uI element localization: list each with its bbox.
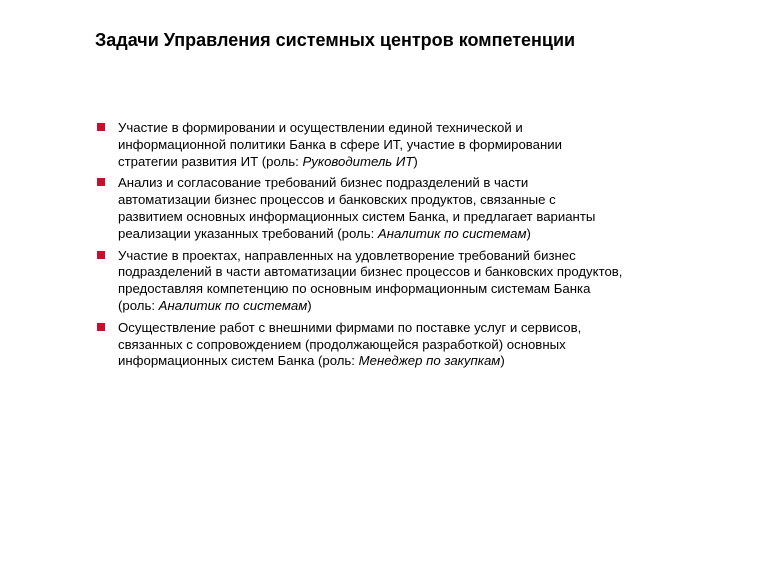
bullet-line: предоставляя компетенцию по основным информационным системам Банка [118,281,591,297]
bullet-list [97,120,737,375]
square-bullet-icon [97,251,105,259]
square-bullet-icon [97,178,105,186]
bullet-line: автоматизации бизнес процессов и банковских продуктов, связанные с [118,192,556,208]
slide-title: Задачи Управления системных центров компетенции [95,30,576,50]
bullet-line-suffix: ) [500,353,505,369]
role-label: Менеджер по закупкам [358,353,501,369]
square-bullet-icon [97,123,105,131]
bullet-line: информационной политики Банка в сфере ИТ, участие в формировании [118,136,563,152]
bullet-item-2 [97,175,737,242]
bullet-line-prefix: стратегии развития ИТ (роль: [118,153,303,169]
bullet-line: развитием основных информационных систем Банка, и предлагает варианты [118,208,596,224]
bullet-line [118,226,737,243]
square-bullet-icon [97,323,105,331]
role-label: Аналитик по системам [377,225,527,241]
bullet-line: подразделений в части автоматизации бизнес процессов и банковских продуктов, [118,264,623,280]
bullet-line [118,154,737,171]
bullet-item-3 [97,248,737,315]
role-label: Аналитик по системам [158,297,308,313]
bullet-line: связанных с сопровождением (продолжающейся разработкой) основных [118,336,566,352]
bullet-line-suffix: ) [413,153,418,169]
bullet-line: Осуществление работ с внешними фирмами по поставке услуг и сервисов, [118,319,582,335]
bullet-line-suffix: ) [307,297,312,313]
bullet-line-prefix: реализации указанных требований (роль: [118,225,378,241]
bullet-line [118,298,737,315]
bullet-item-4 [97,320,737,370]
bullet-item-1 [97,120,737,170]
bullet-line: Анализ и согласование требований бизнес подразделений в части [118,175,529,191]
role-label: Руководитель ИТ [302,153,414,169]
bullet-line [118,353,737,370]
bullet-line: Участие в проектах, направленных на удовлетворение требований бизнес [118,247,576,263]
bullet-line-prefix: (роль: [118,297,159,313]
bullet-line-suffix: ) [526,225,531,241]
bullet-line: Участие в формировании и осуществлении единой технической и [118,120,523,135]
bullet-line-prefix: информационных систем Банка (роль: [118,353,359,369]
